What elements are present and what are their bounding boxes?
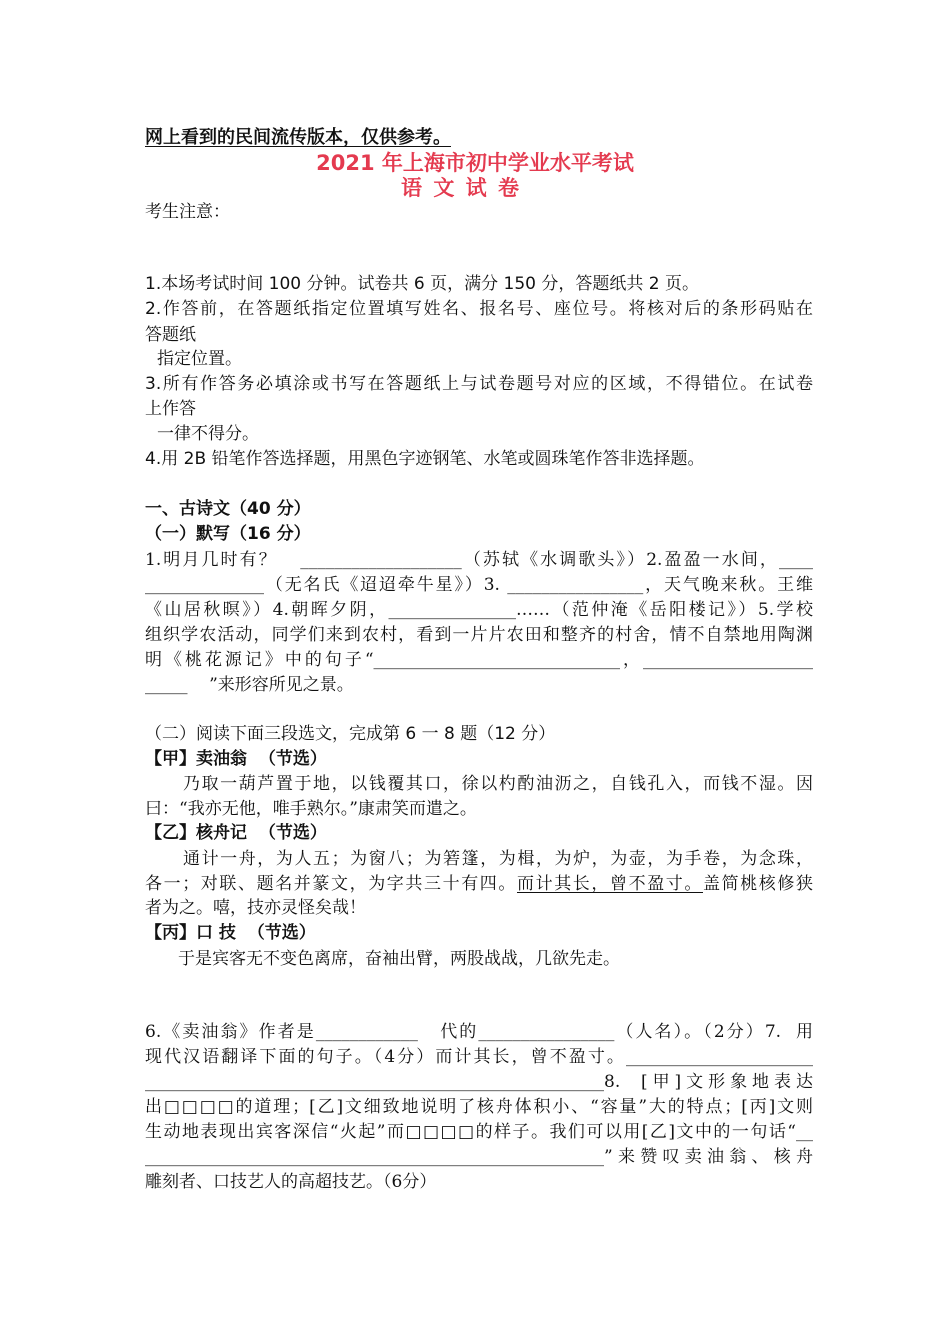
instruction-line: 一律不得分。 xyxy=(157,424,259,444)
instruction-line: 1.本场考试时间 100 分钟。试卷共 6 页，满分 150 分，答题纸共 2 页。 xyxy=(145,274,699,294)
question-line: ______________________________________________________”来赞叹卖油翁、核舟 xyxy=(145,1147,813,1167)
exam-title: 2021 年上海市初中学业水平考试 xyxy=(316,151,634,175)
exam-subtitle: 语文试卷 xyxy=(401,176,519,200)
question-line: 现代汉语翻译下面的句子。（4分）而计其长，曾不盈寸。______________________ xyxy=(145,1047,813,1067)
instruction-line: 4.用 2B 铅笔作答选择题，用黑色字迹钢笔、水笔或圆珠笔作答非选择题。 xyxy=(145,449,705,469)
question-line: ______________________________________________________8. [甲]文形象地表达 xyxy=(145,1072,813,1092)
passage-line: 乃取一葫芦置于地，以钱覆其口，徐以杓酌油沥之，自钱孔入，而钱不湿。因 xyxy=(183,774,813,794)
passage-line: 通计一舟，为人五；为窗八；为箬篷，为楫，为炉，为壶，为手卷，为念珠， xyxy=(183,849,813,869)
passage-heading-yi: 【乙】核舟记 （节选） xyxy=(145,823,327,843)
notice-line: 网上看到的民间流传版本，仅供参考。 xyxy=(145,127,451,148)
underlined-sentence: 而计其长，曾不盈寸。 xyxy=(517,874,703,894)
instructions-heading: 考生注意： xyxy=(145,202,230,222)
passage-line: 者为之。嘻，技亦灵怪矣哉！ xyxy=(145,898,366,918)
dictation-line: 组织学农活动，同学们来到农村，看到一片片农田和整齐的村舍，情不自禁地用陶渊 xyxy=(145,625,813,645)
question-line: 出□□□□的道理；[乙]文细致地说明了核舟体积小、“容量”大的特点；[丙]文则 xyxy=(145,1097,813,1117)
part-heading: （二）阅读下面三段选文，完成第 6 一 8 题（12 分） xyxy=(145,724,556,744)
instruction-line: 2.作答前，在答题纸指定位置填写姓名、报名号、座位号。将核对后的条形码贴在 xyxy=(145,299,813,319)
instruction-line: 3.所有作答务必填涂或书写在答题纸上与试卷题号对应的区域，不得错位。在试卷 xyxy=(145,374,813,394)
dictation-line: _____ ”来形容所见之景。 xyxy=(145,675,354,695)
section-heading: 一、古诗文（40 分） xyxy=(145,499,311,519)
dictation-line: 明《桃花源记》中的句子“_____________________________，____________________ xyxy=(145,650,813,670)
passage-line: 曰：“我亦无他，唯手熟尔。”康肃笑而遣之。 xyxy=(145,799,477,819)
passage-line: 于是宾客无不变色离席，奋袖出臂，两股战战，几欲先走。 xyxy=(178,949,620,969)
part-heading: （一）默写（16 分） xyxy=(145,524,311,544)
passage-heading-jia: 【甲】卖油翁 （节选） xyxy=(145,749,327,769)
question-line: 6.《卖油翁》作者是____________ 代的________________（人名）。（2分）7. 用 xyxy=(145,1022,813,1042)
question-line: 生动地表现出宾客深信“火起”而□□□□的样子。我们可以用[乙]文中的一句话“__ xyxy=(145,1122,813,1142)
passage-heading-bing: 【丙】口 技 （节选） xyxy=(145,923,316,943)
instruction-line: 上作答 xyxy=(145,399,196,419)
dictation-line: ______________（无名氏《迢迢牵牛星》）3. ________________，天气晚来秋。王维 xyxy=(145,575,813,595)
passage-text: 盖简桃核修狭 xyxy=(703,874,813,894)
question-line: 雕刻者、口技艺人的高超技艺。（6分） xyxy=(145,1172,437,1192)
passage-text: 各一；对联、题名并篆文，为字共三十有四。 xyxy=(145,874,517,894)
dictation-line: 1.明月几时有？ ___________________（苏轼《水调歌头》）2.盈盈一水间，____ xyxy=(145,550,813,570)
passage-line xyxy=(145,872,813,897)
instruction-line: 指定位置。 xyxy=(157,349,242,369)
instruction-line: 答题纸 xyxy=(145,325,196,345)
dictation-line: 《山居秋暝》）4.朝晖夕阴，_______________……（范仲淹《岳阳楼记》）5.学校 xyxy=(145,600,813,620)
